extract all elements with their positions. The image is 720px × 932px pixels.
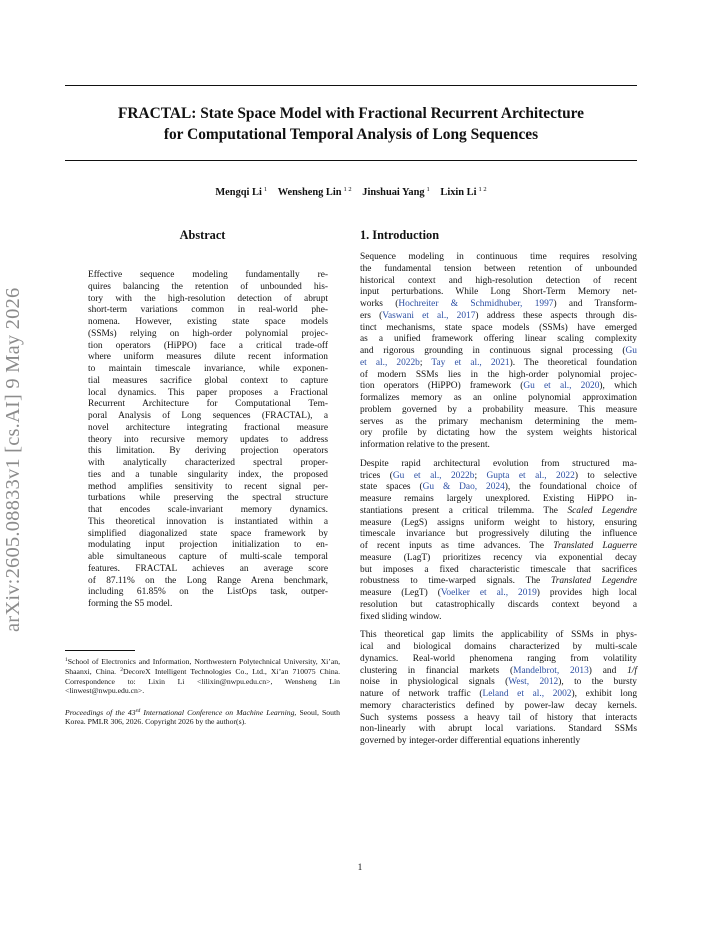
text-line: and rigorous grounding in continuous signal processing (Gu	[360, 346, 637, 356]
abstract-line: method amplifies sensitivity to recent signal per-	[88, 481, 328, 492]
abstract-line: this limitation. By deriving projection operators	[88, 446, 328, 457]
page-number: 1	[357, 863, 363, 873]
abstract-line: including 61.85% on the ListOps task, outper-	[88, 587, 328, 598]
abstract-line: forming the S5 model.	[88, 599, 173, 609]
intro-paragraph-2	[360, 459, 637, 624]
citation-link[interactable]: Gu et al., 2022b	[392, 470, 475, 481]
citation-link[interactable]: Leland et al., 2002	[482, 689, 572, 699]
section-heading-introduction: 1. Introduction	[360, 228, 440, 242]
citation-link[interactable]: Voelker et al., 2019	[440, 588, 537, 598]
text-line: measure (LagT) prioritizes recency via exponential decay	[360, 552, 637, 563]
footnote-rule	[65, 650, 135, 651]
abstract-line: able simultaneous capture of multi-scale temporal	[88, 552, 328, 562]
left-column	[65, 228, 341, 727]
abstract-line: theory into recursive memory updates to address	[88, 434, 328, 445]
text-line: historical context and high-resolution detection of recent	[360, 275, 637, 286]
abstract-line: Recurrent Architecture for Computational Tem-	[88, 399, 328, 410]
citation-link[interactable]: Vaswani et al., 2017	[382, 310, 476, 321]
text-line: Sequence modeling in continuous time requires resolving	[360, 252, 637, 262]
text-line: Despite rapid architectural evolution from structured ma-	[360, 458, 637, 469]
paper-title	[65, 103, 637, 145]
author: Lixin Li $^{1 2}$	[440, 186, 487, 198]
abstract-line: This theoretical innovation is instantiated within a	[88, 516, 328, 527]
title-line-1: FRACTAL: State Space Model with Fractional Recurrent Architecture	[117, 105, 585, 122]
text-line: Such systems possess a heavy tail of history that interacts	[360, 712, 637, 723]
correspondence: Correspondence to: Lixin Li <lilixin@nwpu.edu.cn>, Wensheng Lin <linwest@nwpu.edu.cn>.	[65, 676, 340, 696]
text-line: tion operators (HiPPO) framework (Gu et al., 2020), which	[360, 381, 637, 392]
text-line: input perturbations. While Long Short-Term Memory net-	[360, 287, 637, 298]
abstract-heading: Abstract	[179, 228, 226, 242]
citation-link[interactable]: West, 2012	[508, 677, 559, 688]
text-line: fixed sliding window.	[360, 611, 442, 622]
citation-link[interactable]: Hochreiter & Schmidhuber, 1997	[398, 299, 554, 309]
citation-link[interactable]: Gu & Dao, 2024	[422, 482, 505, 493]
text-line: works (Hochreiter & Schmidhuber, 1997) and Transform-	[360, 299, 637, 309]
title-rule-top	[65, 85, 637, 86]
abstract-line: Effective sequence modeling fundamentally re-	[88, 270, 328, 280]
text-line: resolution but catastrophically discards context beyond a	[360, 599, 637, 610]
author: Jinshuai Yang $^1$	[362, 186, 430, 198]
emphasized-term: Translated Legendre	[551, 576, 637, 587]
text-line: information relative to the present.	[360, 440, 490, 450]
citation-link[interactable]: Gupta et al., 2022	[486, 470, 575, 481]
abstract-text	[65, 270, 340, 611]
emphasized-term: Translated Laguerre	[553, 541, 637, 551]
abstract-line: short-term variations common in real-world phe-	[88, 305, 328, 316]
proceedings-note: Proceedings of the 43rd International Conference on Machine Learning, Seoul, South Korea. PMLR 306, 2026. Copyright 2026 by the author(s).	[65, 708, 340, 727]
abstract-line: novel architecture integrating fractional measure	[88, 422, 328, 433]
text-line: noise in physiological signals (West, 2012), to the bursty	[360, 677, 637, 688]
text-line: dynamics. Real-world phenomena ranging from volatility	[360, 653, 637, 664]
abstract-line: simplified diagonalized state space framework by	[88, 528, 328, 539]
text-line: et al., 2022b; Tay et al., 2021). The theoretical foundation	[360, 357, 637, 368]
right-column	[360, 228, 637, 755]
text-line: timescale invariance but progressively diluting the influence	[360, 529, 637, 540]
abstract-line: tion operators (HiPPO) face a critical trade-off	[88, 340, 328, 351]
text-line: the fundamental tension between retention of unbounded	[360, 263, 637, 274]
text-line: as a unified framework offering linear scaling complexity	[360, 334, 637, 345]
text-line: but imposes a fixed characteristic timescale that sacrifices	[360, 564, 637, 575]
affiliation-footnote: $^1$School of Electronics and Information, Northwestern Polytechnical University, Xi’an, Shaanxi, China. $^2$DecoreX Intelligent Technologies Co., Ltd., Xi’an 710075 China. Correspondence to: Lixin Li <lilixin@nwpu.edu.cn>, Wensheng Lin <linwest@nwpu.edu.cn>.	[65, 657, 341, 696]
text-line: ers (Vaswani et al., 2017) address these aspects through dis-	[360, 310, 637, 321]
abstract-line: turbations while preserving the spectral structure	[88, 493, 328, 504]
text-line: measure (LegS) assigns uniform weight to history, ensuring	[360, 517, 637, 528]
text-line: formalizes memory as an online polynomial approximation	[360, 393, 637, 403]
text-line: ical and biological domains characterized by multi-scale	[360, 642, 637, 652]
text-line: ory profile by dictating how the system weights historical	[360, 428, 637, 439]
author-affiliation: 1 2	[343, 186, 352, 193]
text-line: robustness to time-warped signals. The Translated Legendre	[360, 576, 637, 587]
emphasized-term: 1/f	[627, 665, 637, 676]
author: Wensheng Lin $^{1 2}$	[277, 186, 352, 198]
author: Mengqi Li $^1$	[215, 186, 268, 198]
text-line: problem governed by a probability measure. This measure	[360, 404, 637, 415]
text-line: memory characteristics defined by power-law decay kernels.	[360, 700, 637, 711]
abstract-line: tial measures sacrifice global context to capture	[88, 375, 328, 386]
text-line: tinct mechanisms, state space models (SSMs) have emerged	[360, 322, 637, 333]
author-affiliation: 1	[263, 186, 268, 193]
text-line: governed by integer-order differential equations inherently	[360, 736, 581, 746]
abstract-line: (SSMs) relying on high-order polynomial projec-	[88, 328, 328, 339]
abstract-line: features. FRACTAL achieves an average score	[88, 563, 328, 574]
title-line-2: for Computational Temporal Analysis of Long Sequences	[163, 126, 539, 143]
text-line: serves as the primary mechanism determining the mem-	[360, 416, 637, 427]
text-line: of modern SSMs lies in the high-order polynomial projec-	[360, 369, 637, 380]
citation-link[interactable]: et al., 2022b	[360, 357, 420, 368]
abstract-line: to maintain timescale invariance, while exponen-	[88, 364, 328, 374]
abstract-line: quires balancing the retention of unbounded his-	[88, 281, 328, 292]
emphasized-term: Scaled Legendre	[567, 505, 637, 516]
abstract-line: tory with the high-resolution detection of abrupt	[88, 293, 328, 304]
text-line: state spaces (Gu & Dao, 2024), the foundational choice of	[360, 482, 637, 493]
text-line: This theoretical gap limits the applicability of SSMs in phys-	[360, 630, 637, 641]
intro-paragraph-3	[360, 630, 637, 748]
citation-link[interactable]: Tay et al., 2021	[431, 357, 510, 368]
abstract-line: where uniform measures dilute recent information	[88, 352, 328, 363]
text-line: clustering in financial markets (Mandelbrot, 2013) and 1/f	[360, 665, 637, 676]
citation-link[interactable]: Gu et al., 2020	[523, 381, 600, 392]
citation-link[interactable]: Mandelbrot, 2013	[513, 665, 589, 676]
abstract-line: with analytically characterized spectral proper-	[88, 458, 328, 468]
abstract-line: ties and a tunable singularity index, the proposed	[88, 469, 328, 480]
intro-paragraph-1	[360, 252, 637, 452]
abstract-line: of 87.11% on the Long Range Arena benchmark,	[88, 575, 328, 586]
text-line: measure remains largely unexplored. Existing HiPPO in-	[360, 494, 637, 504]
abstract-line: nomena. However, existing state space models	[88, 317, 328, 327]
text-line: stantiations present a critical trilemma. The Scaled Legendre	[360, 505, 637, 516]
arxiv-identifier-stamp[interactable]: arXiv:2605.08833v1 [cs.AI] 9 May 2026	[2, 287, 24, 633]
abstract-line: poral Analysis of Long sequences (FRACTAL), a	[88, 411, 328, 421]
author-affiliation: 1 2	[478, 186, 487, 193]
text-line: non-linearly with abrupt local variations. Standard SSMs	[360, 724, 637, 735]
author-list	[65, 186, 637, 198]
author-affiliation: 1	[426, 186, 430, 193]
citation-link[interactable]: Gu	[625, 346, 637, 356]
abstract-line: local dynamics. This paper proposes a Fractional	[88, 387, 328, 398]
abstract-line: modulating input projection initialization to en-	[88, 540, 328, 551]
abstract-line: that encodes scale-invariant memory dynamics.	[88, 505, 328, 515]
title-rule-bottom	[65, 160, 637, 161]
text-line: nature of network traffic (Leland et al., 2002), exhibit long	[360, 689, 638, 699]
text-line: measure (LegT) (Voelker et al., 2019) provides high local	[360, 588, 638, 598]
text-line: trices (Gu et al., 2022b; Gupta et al., 2022) to selective	[360, 470, 637, 481]
text-line: of recent inputs as time advances. The Translated Laguerre	[360, 541, 637, 551]
